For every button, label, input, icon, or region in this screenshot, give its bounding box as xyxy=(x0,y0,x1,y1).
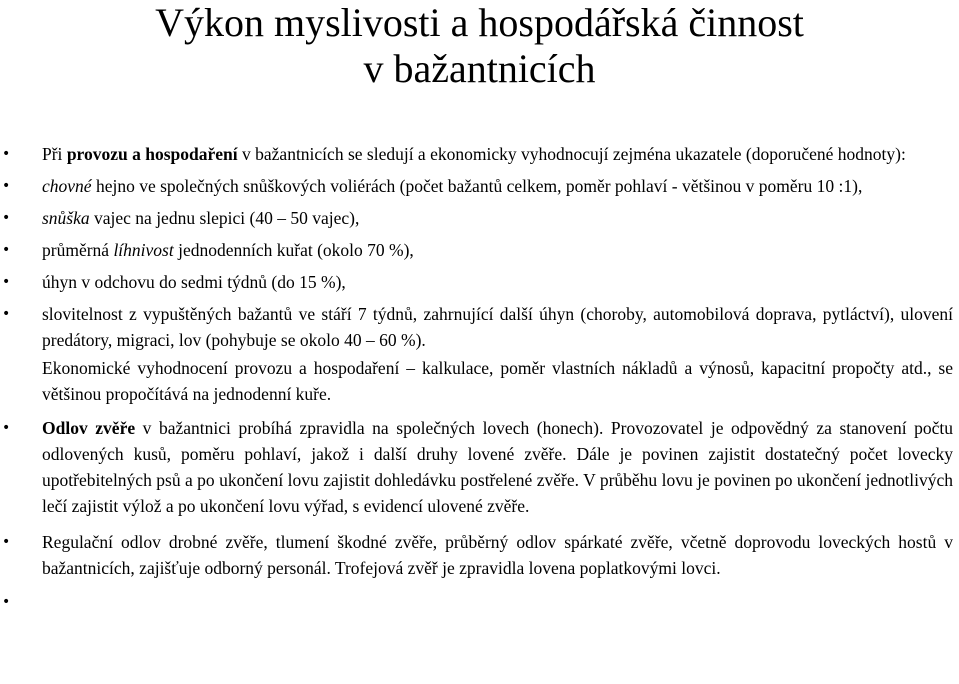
text: v bažantnici probíhá zpravidla na společných lovech (honech). Provozovatel je odpovědný za stanovení počtu odlovených kusů, poměru pohlaví, jakož i další druhy lovené zvěře. Dále je povinen zajistit dostatečný počet lovecky upotřebitelných psů a po ukončení lovu zajistit dohledávku postřelené zvěře. V průběhu lovu je povinen po ukončení jednotlivých lečí zajistit výlož a po ukončení lovu výřad, s evidencí ulovené zvěře. xyxy=(42,418,954,516)
bold-text: provozu a hospodaření xyxy=(66,144,238,164)
text: vajec na jednu slepici (40 – 50 vajec), xyxy=(89,208,360,228)
italic-text: snůška xyxy=(42,208,90,228)
list-item xyxy=(0,141,959,167)
text: Při xyxy=(42,144,67,164)
paragraph-economics xyxy=(0,355,959,407)
bullet-icon: • xyxy=(2,210,11,226)
bullet-icon: • xyxy=(2,274,11,290)
list-item xyxy=(0,173,959,199)
bullet-icon: • xyxy=(2,534,11,550)
bullet-icon: • xyxy=(2,178,11,194)
bullet-list xyxy=(0,141,959,615)
title-line-2: v bažantnicích xyxy=(363,46,596,91)
list-item xyxy=(0,529,959,581)
text: v bažantnicích se sledují a ekonomicky vyhodnocují zejména ukazatele (doporučené hodnoty): xyxy=(237,144,906,164)
italic-text: líhnivost xyxy=(113,240,174,260)
text: Regulační odlov drobné zvěře, tlumení škodné zvěře, průběrný odlov spárkaté zvěře, včetně doprovodu loveckých hostů v bažantnicích, zajišťuje odborný personál. Trofejová zvěř je zpravidla lovena poplatkovými lovci. xyxy=(42,532,953,578)
text: slovitelnost z vypuštěných bažantů ve stáří 7 týdnů, zahrnující další úhyn (choroby, automobilová doprava, pytláctví), ulovení predátory, migraci, lov (pohybuje se okolo 40 – 60 %). xyxy=(42,304,953,350)
slide-title xyxy=(0,0,959,92)
list-item xyxy=(0,301,959,353)
list-item xyxy=(0,415,959,519)
bullet-icon: • xyxy=(2,594,11,610)
text: průměrná xyxy=(42,240,114,260)
bullet-icon: • xyxy=(2,242,11,258)
italic-text: chovné xyxy=(42,176,92,196)
bold-text: Odlov zvěře xyxy=(42,418,136,438)
text: jednodenních kuřat (okolo 70 %), xyxy=(173,240,414,260)
text: Ekonomické vyhodnocení provozu a hospodaření – kalkulace, poměr vlastních nákladů a výnosů, kapacitní propočty atd., se většinou propočítává na jednodenní kuře. xyxy=(42,358,953,404)
bullet-icon: • xyxy=(2,146,11,162)
title-line-1: Výkon myslivosti a hospodářská činnost xyxy=(155,0,804,45)
list-item xyxy=(0,237,959,263)
list-item xyxy=(0,205,959,231)
list-item-empty xyxy=(0,589,959,615)
bullet-icon: • xyxy=(2,306,11,322)
text: úhyn v odchovu do sedmi týdnů (do 15 %), xyxy=(42,272,346,292)
list-item xyxy=(0,269,959,295)
bullet-icon: • xyxy=(2,420,11,436)
text: hejno ve společných snůškových voliérách (počet bažantů celkem, poměr pohlaví - většinou v poměru 10 :1), xyxy=(91,176,863,196)
